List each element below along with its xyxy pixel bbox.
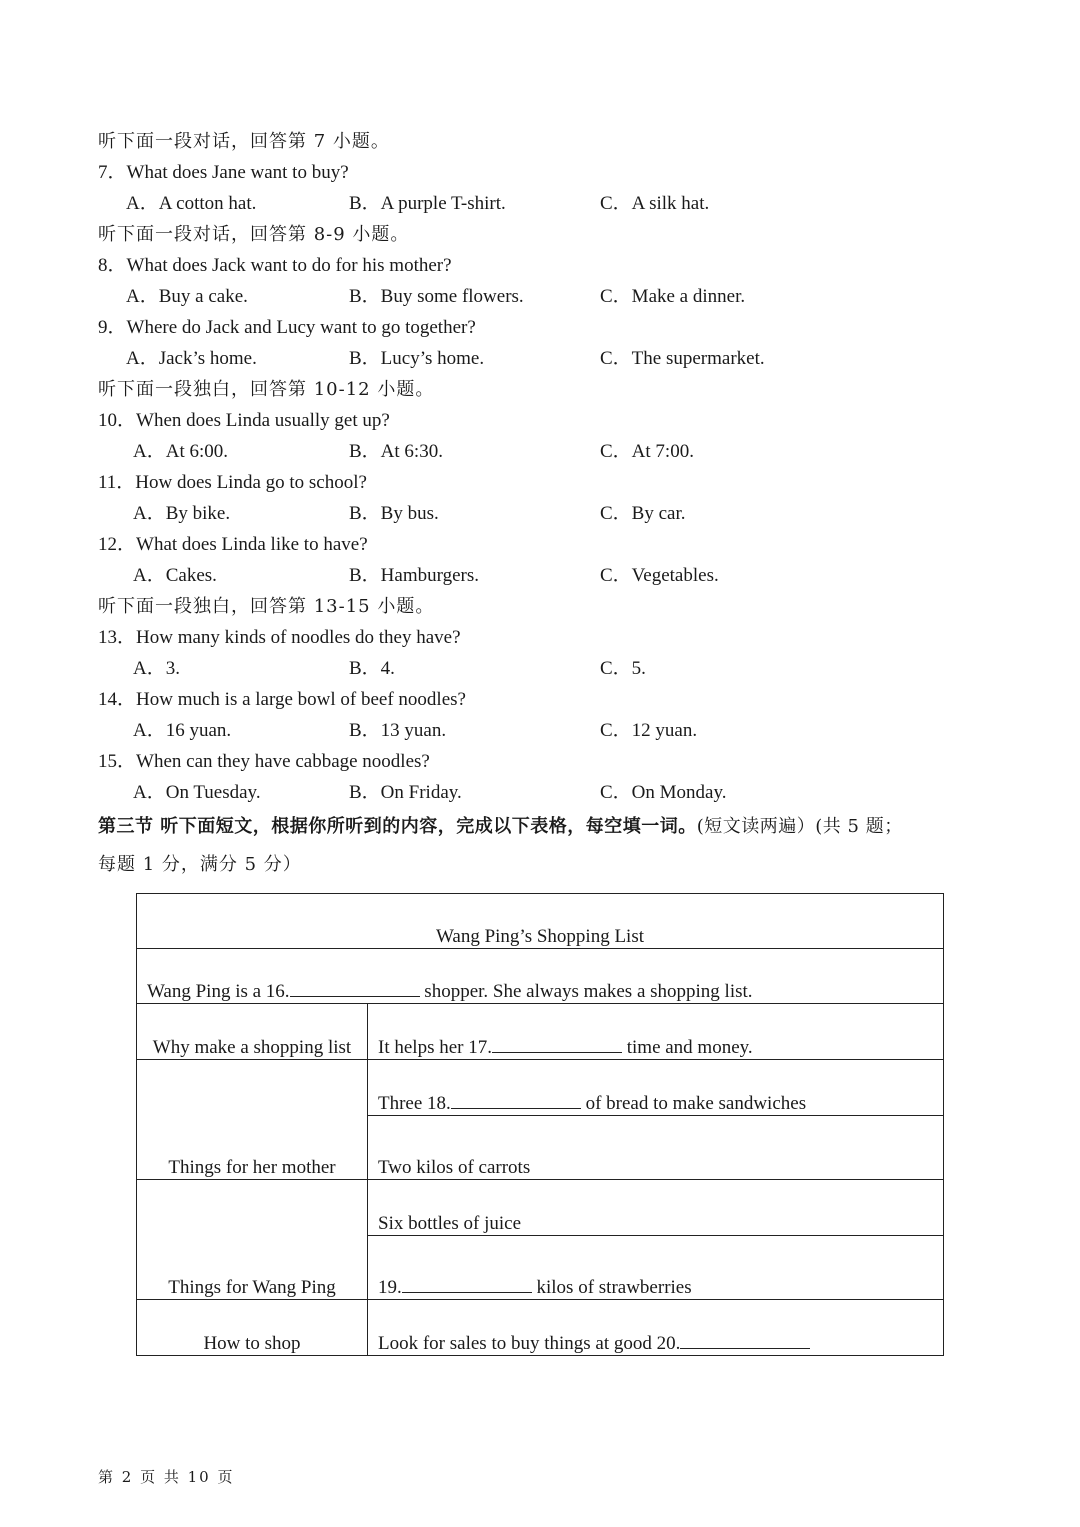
instruction-q13-15: 听下面一段独白，回答第 13-15 小题。: [98, 596, 435, 617]
option-c[interactable]: C．At 7:00.: [600, 441, 694, 462]
option-b[interactable]: B．Hamburgers.: [349, 565, 479, 586]
option-b[interactable]: B．4.: [349, 658, 395, 679]
option-a[interactable]: A．On Tuesday.: [133, 782, 261, 803]
instruction-q8-9: 听下面一段对话，回答第 8-9 小题。: [98, 224, 410, 245]
option-a[interactable]: A．Jack’s home.: [126, 348, 257, 369]
question-15: [98, 750, 430, 774]
shopping-list-table: [136, 893, 944, 1356]
cell-carrots: Two kilos of carrots: [368, 1116, 944, 1180]
instruction-q7: 听下面一段对话，回答第 7 小题。: [98, 131, 390, 152]
question-text: Where do Jack and Lucy want to go together?: [126, 317, 476, 338]
option-a[interactable]: A．By bike.: [133, 503, 231, 524]
label-why: Why make a shopping list: [137, 1004, 368, 1060]
option-a[interactable]: A．A cotton hat.: [126, 193, 257, 214]
instruction-q10-12: 听下面一段独白，回答第 10-12 小题。: [98, 379, 435, 400]
question-text: When can they have cabbage noodles?: [136, 751, 430, 772]
question-text: What does Jack want to do for his mother?: [126, 255, 452, 276]
question-12: [98, 533, 368, 557]
question-text: How much is a large bowl of beef noodles?: [136, 689, 466, 710]
cell-17: [368, 1004, 944, 1060]
option-a[interactable]: A．At 6:00.: [133, 441, 229, 462]
option-b[interactable]: B．At 6:30.: [349, 441, 443, 462]
option-c[interactable]: C．By car.: [600, 503, 686, 524]
cell-19: [368, 1236, 944, 1300]
answer-blank-19[interactable]: [402, 1274, 532, 1293]
row-text: kilos of strawberries: [531, 1277, 692, 1298]
option-b[interactable]: B．Lucy’s home.: [349, 348, 485, 369]
question-text: What does Jane want to buy?: [126, 162, 349, 183]
option-b[interactable]: B．By bus.: [349, 503, 439, 524]
option-c[interactable]: C．The supermarket.: [600, 348, 765, 369]
option-c[interactable]: C．Make a dinner.: [600, 286, 746, 307]
table-row-16: [137, 949, 944, 1004]
answer-blank-17[interactable]: [492, 1034, 622, 1053]
question-number: 9．: [98, 317, 127, 338]
option-a[interactable]: A．3.: [133, 658, 180, 679]
row-text: of bread to make sandwiches: [580, 1093, 807, 1114]
question-11: [98, 471, 367, 495]
question-text: How does Linda go to school?: [135, 472, 367, 493]
question-8: [98, 254, 452, 278]
question-text: How many kinds of noodles do they have?: [136, 627, 461, 648]
row-text: Wang Ping is a 16.: [147, 981, 290, 1002]
question-number: 13．: [98, 627, 137, 648]
cell-20: [368, 1300, 944, 1356]
answer-blank-16[interactable]: [290, 978, 420, 997]
row-text: It helps her 17.: [378, 1037, 492, 1058]
row-text: 19.: [378, 1277, 402, 1298]
option-c[interactable]: C．On Monday.: [600, 782, 727, 803]
row-text: shopper. She always makes a shopping list.: [419, 981, 753, 1002]
row-text: time and money.: [621, 1037, 753, 1058]
section3-heading: [98, 815, 903, 839]
question-14: [98, 688, 466, 712]
option-c[interactable]: C．Vegetables.: [600, 565, 719, 586]
option-c[interactable]: C．A silk hat.: [600, 193, 710, 214]
question-number: 15．: [98, 751, 137, 772]
option-a[interactable]: A．Cakes.: [133, 565, 217, 586]
option-a[interactable]: A．Buy a cake.: [126, 286, 248, 307]
question-number: 8．: [98, 255, 127, 276]
question-10: [98, 409, 390, 433]
question-number: 12．: [98, 534, 137, 555]
cell-18: [368, 1060, 944, 1116]
question-text: When does Linda usually get up?: [136, 410, 390, 431]
question-7: [98, 161, 349, 185]
section3-scoring: 每题 1 分，满分 5 分）: [98, 854, 302, 875]
question-9: [98, 316, 476, 340]
section3-paren: (短文读两遍）(共 5 题；: [696, 816, 903, 837]
label-wang: Things for Wang Ping: [137, 1180, 368, 1300]
section3-title: 第三节 听下面短文，根据你所听到的内容，完成以下表格，每空填一词。: [98, 816, 697, 837]
question-number: 10．: [98, 410, 137, 431]
option-b[interactable]: B．13 yuan.: [349, 720, 447, 741]
answer-blank-18[interactable]: [451, 1090, 581, 1109]
question-text: What does Linda like to have?: [136, 534, 368, 555]
table-title: Wang Ping’s Shopping List: [137, 894, 944, 949]
row-text: Three 18.: [378, 1093, 451, 1114]
row-text: Look for sales to buy things at good 20.: [378, 1333, 681, 1354]
label-mother: Things for her mother: [137, 1060, 368, 1180]
option-c[interactable]: C．5.: [600, 658, 646, 679]
question-number: 7．: [98, 162, 127, 183]
option-b[interactable]: B．Buy some flowers.: [349, 286, 524, 307]
label-how: How to shop: [137, 1300, 368, 1356]
option-b[interactable]: B．A purple T-shirt.: [349, 193, 506, 214]
option-c[interactable]: C．12 yuan.: [600, 720, 698, 741]
cell-juice: Six bottles of juice: [368, 1180, 944, 1236]
page-footer: 第 2 页 共 10 页: [98, 1468, 235, 1486]
option-b[interactable]: B．On Friday.: [349, 782, 462, 803]
question-13: [98, 626, 461, 650]
option-a[interactable]: A．16 yuan.: [133, 720, 232, 741]
question-number: 11．: [98, 472, 136, 493]
question-number: 14．: [98, 689, 137, 710]
answer-blank-20[interactable]: [680, 1330, 810, 1349]
